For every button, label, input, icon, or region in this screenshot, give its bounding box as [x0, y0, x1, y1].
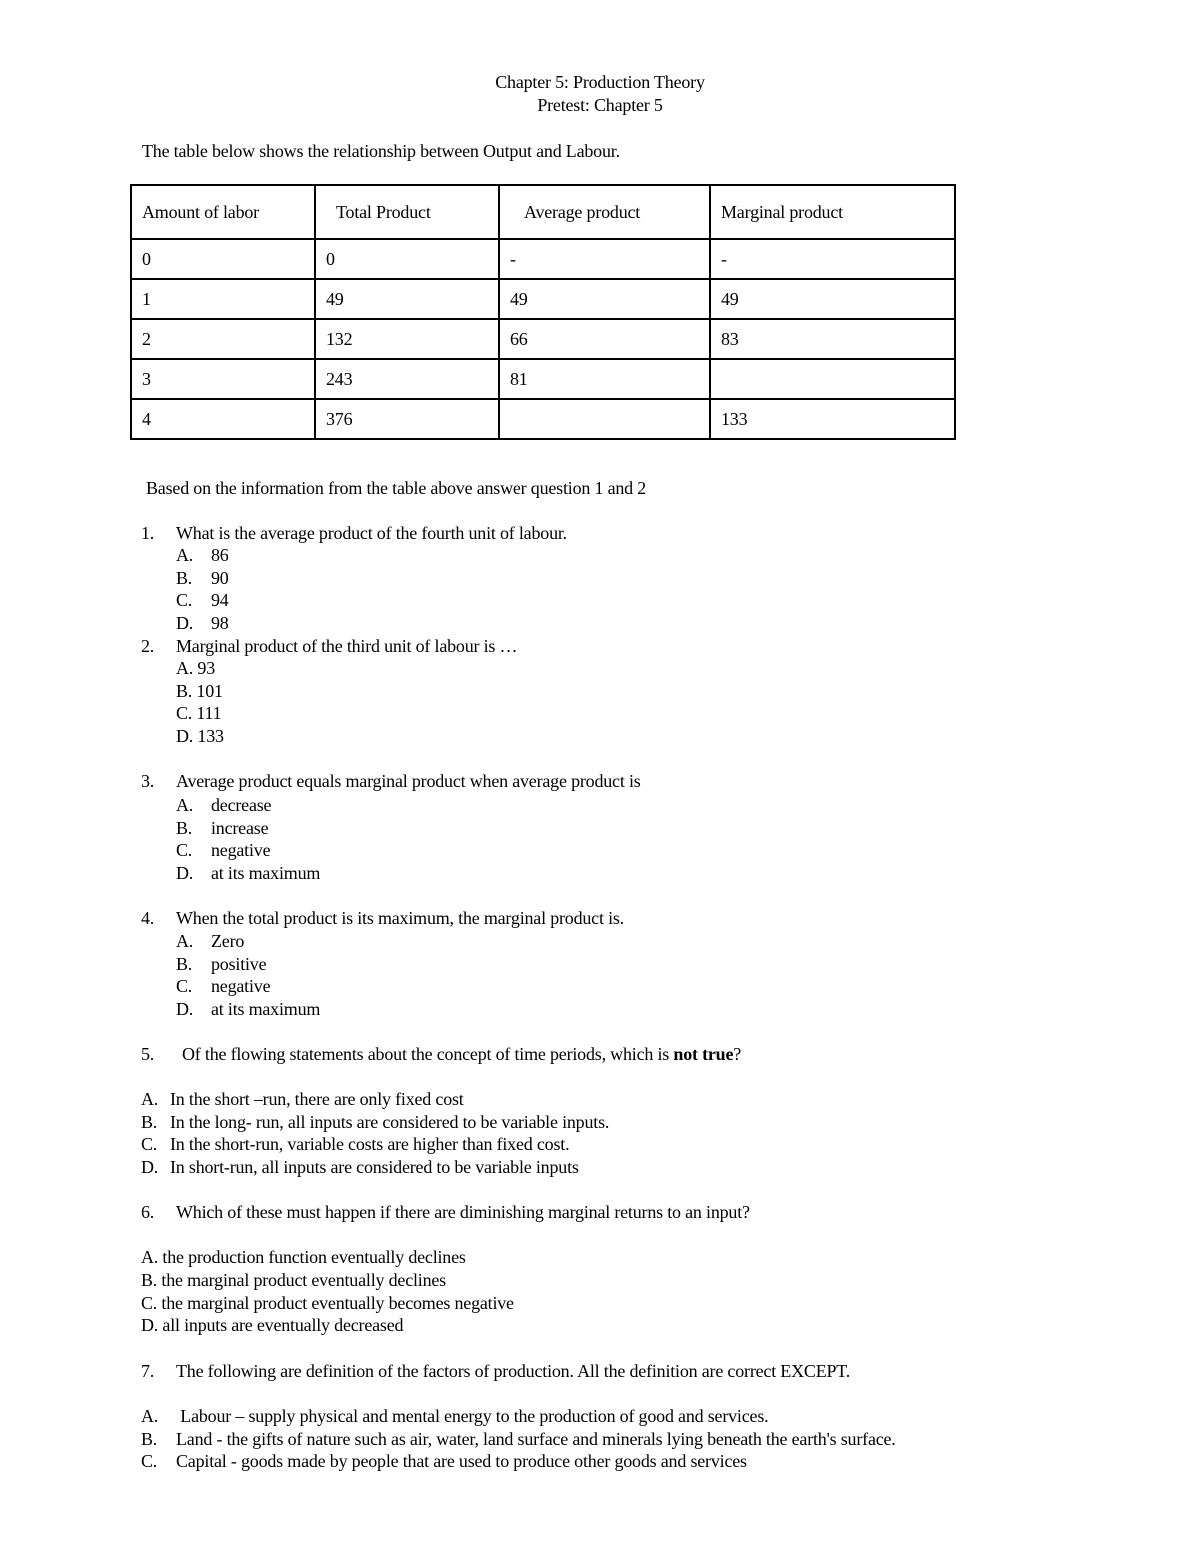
- intro-text: The table below shows the relationship between Output and Labour.: [142, 141, 620, 161]
- option-item: A. Labour – supply physical and mental energy to the production of good and services.: [141, 1406, 769, 1426]
- page-title: Chapter 5: Production Theory: [495, 72, 705, 92]
- column-header: Marginal product: [710, 185, 955, 239]
- option-item: C. negative: [176, 976, 271, 996]
- table-cell: 49: [315, 279, 499, 319]
- option-item: D. all inputs are eventually decreased: [141, 1315, 404, 1335]
- question-number: 2.: [141, 636, 155, 656]
- table-cell: 132: [315, 319, 499, 359]
- table-cell: 243: [315, 359, 499, 399]
- option-item: C. 94: [176, 590, 229, 610]
- table-cell: 1: [131, 279, 315, 319]
- column-header: Total Product: [315, 185, 499, 239]
- option-item: A. Zero: [176, 931, 245, 951]
- question-number: 1.: [141, 523, 155, 543]
- question-number: 4.: [141, 908, 155, 928]
- table-cell: 49: [499, 279, 710, 319]
- option-item: A. decrease: [176, 795, 272, 815]
- option-item: B. In the long- run, all inputs are considered to be variable inputs.: [141, 1112, 610, 1132]
- option-item: D. at its maximum: [176, 863, 321, 883]
- option-item: D. In short-run, all inputs are considered to be variable inputs: [141, 1157, 579, 1177]
- question-4: [141, 907, 624, 929]
- question-text: The following are definition of the factors of production. All the definition are correct EXCEPT.: [176, 1361, 851, 1381]
- table-row: [131, 399, 955, 439]
- table-cell: 3: [131, 359, 315, 399]
- column-header: Average product: [499, 185, 710, 239]
- option-item: A. the production function eventually declines: [141, 1247, 466, 1267]
- table-cell: [710, 359, 955, 399]
- production-table: [130, 184, 956, 440]
- table-cell: 2: [131, 319, 315, 359]
- question-2: [141, 635, 517, 657]
- column-header: Amount of labor: [131, 185, 315, 239]
- question-text: Which of these must happen if there are diminishing marginal returns to an input?: [176, 1202, 750, 1222]
- question-3: [141, 770, 641, 792]
- table-cell: 83: [710, 319, 955, 359]
- question-number: 6.: [141, 1202, 155, 1222]
- table-cell: 49: [710, 279, 955, 319]
- option-item: B. 101: [176, 681, 223, 701]
- option-item: C. In the short-run, variable costs are higher than fixed cost.: [141, 1134, 570, 1154]
- question-number: 3.: [141, 771, 155, 791]
- option-item: C. Capital - goods made by people that are used to produce other goods and services: [141, 1451, 747, 1471]
- table-row: [131, 239, 955, 279]
- question-number: 7.: [141, 1361, 155, 1381]
- option-item: C. the marginal product eventually becomes negative: [141, 1293, 514, 1313]
- table-header-row: [131, 185, 955, 239]
- question-5: 5. Of the flowing statements about the concept of time periods, which is not true?: [141, 1044, 742, 1064]
- option-item: B. positive: [176, 954, 267, 974]
- question-6: [141, 1201, 750, 1223]
- question-text: When the total product is its maximum, the marginal product is.: [176, 908, 624, 928]
- option-item: A. 93: [176, 658, 215, 678]
- option-item: A. 86: [176, 545, 229, 565]
- table-cell: 0: [315, 239, 499, 279]
- option-item: C. 111: [176, 703, 222, 723]
- table-cell: -: [499, 239, 710, 279]
- option-item: B. 90: [176, 568, 229, 588]
- option-item: D. 98: [176, 613, 229, 633]
- question-text: Marginal product of the third unit of labour is …: [176, 636, 518, 656]
- option-item: D. 133: [176, 726, 224, 746]
- table-cell: 376: [315, 399, 499, 439]
- question-text: Average product equals marginal product when average product is: [176, 771, 641, 791]
- question-text: Of the flowing statements about the concept of time periods, which is: [182, 1044, 674, 1064]
- table-row: [131, 319, 955, 359]
- question-1: [141, 522, 567, 544]
- instruction-text: Based on the information from the table above answer question 1 and 2: [146, 478, 647, 498]
- table-row: [131, 279, 955, 319]
- table-cell: 4: [131, 399, 315, 439]
- question-7: [141, 1360, 850, 1382]
- question-number: 5.: [141, 1044, 155, 1064]
- table-cell: [499, 399, 710, 439]
- question-emphasis: not true: [673, 1044, 734, 1064]
- table-cell: -: [710, 239, 955, 279]
- option-item: B. Land - the gifts of nature such as air, water, land surface and minerals lying beneath the earth's surface.: [141, 1429, 896, 1449]
- table-cell: 133: [710, 399, 955, 439]
- option-item: A. In the short –run, there are only fixed cost: [141, 1089, 464, 1109]
- table-cell: 0: [131, 239, 315, 279]
- option-item: C. negative: [176, 840, 271, 860]
- question-text: What is the average product of the fourth unit of labour.: [176, 523, 567, 543]
- option-item: D. at its maximum: [176, 999, 321, 1019]
- option-item: B. increase: [176, 818, 269, 838]
- page-subtitle: Pretest: Chapter 5: [537, 95, 663, 115]
- table-cell: 66: [499, 319, 710, 359]
- option-item: B. the marginal product eventually declines: [141, 1270, 446, 1290]
- table-cell: 81: [499, 359, 710, 399]
- table-row: [131, 359, 955, 399]
